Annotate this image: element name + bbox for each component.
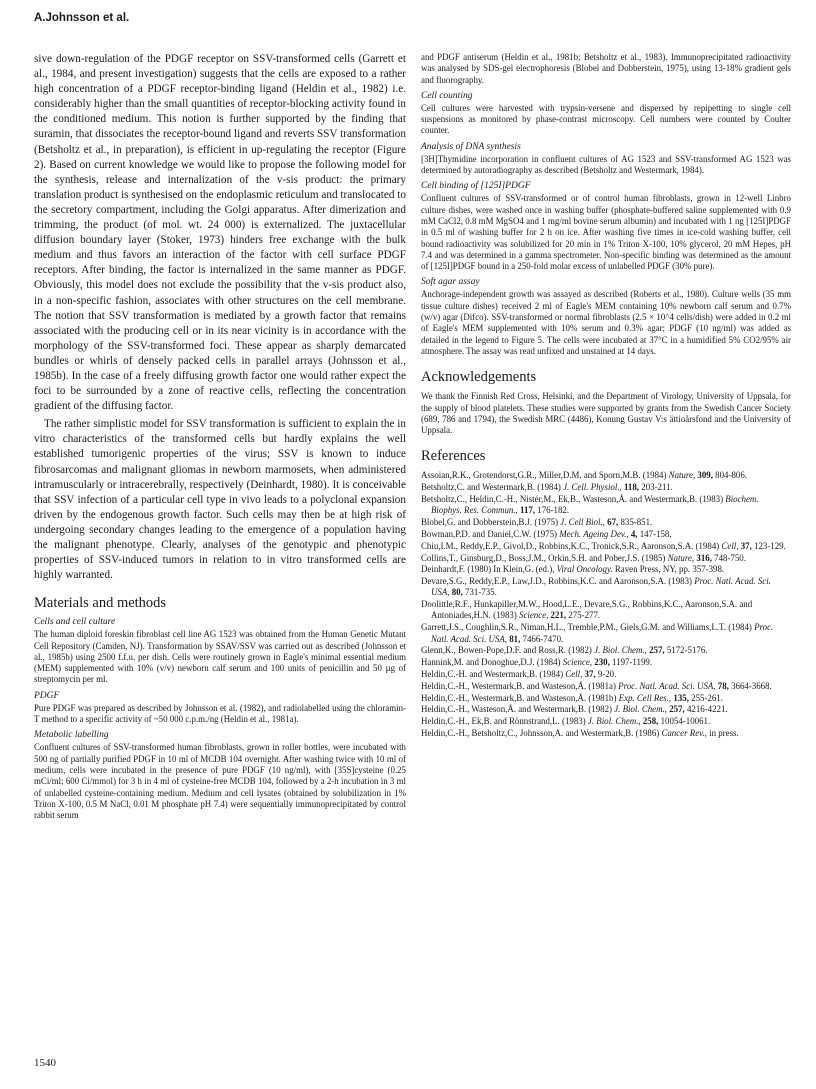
reference-journal: Nature, — [668, 470, 696, 481]
reference-item — [421, 564, 791, 575]
reference-journal: Exp. Cell Res., — [618, 692, 672, 703]
reference-authors: Collins,T., Ginsburg,D., Boss,J.M., Orkin,S.H. and Pober,J.S. (1985) — [421, 552, 666, 563]
reference-authors: Devare,S.G., Reddy,E.P., Law,J.D., Robbins,K.C. and Aaronson,S.A. (1983) — [421, 576, 692, 587]
reference-item — [421, 645, 791, 656]
reference-item — [421, 529, 791, 540]
subsection-text: Cell cultures were harvested with trypsin-versene and dispersed by repipetting to single cell suspensions as monitored by phase-contrast microscopy. Cell numbers were counted by Coulter counter. — [421, 102, 791, 136]
reference-item — [421, 657, 791, 668]
reference-authors: Blobel,G. and Dobberstein,B.J. (1975) — [421, 517, 559, 528]
continuation-text: and PDGF antiserum (Heldin et al., 1981b; Betsholtz et al., 1983). Immunoprecipitated radioactivity was analysed by SDS-gel electrophoresis (Blobel and Dobberstein, 1975), using 13-18% gradient gels and fluorography. — [421, 52, 791, 85]
reference-pages: 5172-5176. — [666, 645, 708, 656]
page-number: 1540 — [34, 1057, 56, 1069]
left-column — [34, 52, 406, 821]
reference-item — [421, 599, 791, 622]
reference-pages: 4216-4221. — [686, 704, 728, 715]
running-head: A.Johnsson et al. — [34, 12, 130, 24]
reference-journal: J. Biol. Chem., — [614, 704, 667, 715]
reference-pages: 10054-10061. — [660, 716, 711, 727]
reference-journal: J. Biol. Chem., — [587, 716, 641, 727]
discussion-paragraph: The rather simplistic model for SSV transformation is sufficient to explain the in vitro characteristics of the transformed cells but hardly explains the well established tumorigenic properties of the virus; SSV is known to induce fibrosarcomas and malignant gliomas in newborn marmosets, when administered intramuscularly or intracerebrally, respectively (Deinhardt, 1980). It is conceivable that SSV infection of a particular cell type in vivo leads to a polyclonal expansion driven by the endogenous growth factor. Such cells may then be at high risk of undergoing secondary changes leading to the emergence of a population having the malignant phenotype. Clearly, analyses of the genotypic and phenotypic properties of SSV-induced tumors in relation to in vitro transformed cells are highly warranted. — [34, 418, 406, 582]
right-column — [421, 52, 791, 740]
subsection-text: Pure PDGF was prepared as described by Johnsson et al. (1982), and radiolabelled using the chloramin-T method to a specific activity of ~50 000 c.p.m./ng (Heldin et al., 1981a). — [34, 702, 406, 725]
reference-journal: Proc. Natl. Acad. Sci. USA, — [618, 680, 716, 691]
reference-volume: 316, — [696, 552, 712, 563]
reference-journal: J. Cell Biol., — [560, 517, 605, 528]
reference-volume: 80, — [451, 587, 463, 598]
reference-authors: Doolittle,R.F., Hunkapiller,M.W., Hood,L.E., Devare,S.G., Robbins,K.C., Aaronson,S.A. and Antoniades,H.N. (1983) — [421, 599, 753, 621]
reference-authors: Assoian,R.K., Grotendorst,G.R., Miller,D.M. and Sporn,M.B. (1984) — [421, 470, 667, 481]
reference-volume: 4, — [630, 528, 638, 539]
discussion-paragraph: sive down-regulation of the PDGF receptor on SSV-transformed cells (Garrett et al., 1984, and present investigation) suggests that the cells are exposed to a rather high concentration of a PDGF receptor-binding ligand (Heldin et al., 1982) i.e. considerably higher than the small quantities of receptor-blocking activity found in the conditioned medium. This notion is further supported by the finding that suramin, that dissociates the receptor-bound ligand and reverts SSV transformation (Betsholtz et al., in preparation), is efficient in up-regulating the receptor (Figure 2). Based on current knowledge we would like to propose the following model for the synthesis, release and internalization of the v-sis product: the primary translation product is synthesised on the endoplasmic reticulum and translocated to the secretory compartment, including the Golgi apparatus. After dimerization and trimming, the product (of mol. wt. 24 000) is externalized. The juxtacellular diffusion boundary layer (Stoker, 1973) hinders free exchange with the bulk medium and thus favors an interaction of the factor with cell surface PDGF receptors. After binding, the factor is internalized in the same manner as PDGF. Obviously, this model does not exclude the possibility that the v-sis product also, in a non-specific fashion, associates with other structures on the cell membrane. The notion that SSV transformation is mediated by a growth factor that remains associated with the producing cell or in its near vicinity is in accordance with the morphology of the SSV-transformed foci. These appear as sharply demarcated bundles or whirls of densely packed cells in parallel arrays (Johnsson et al., 1985b). In the case of a freely diffusing growth factor one would rather expect the foci to be surrounded by a zone of reactive cells, reflecting the concentration gradient of the diffusing factor. — [34, 53, 406, 413]
subsection-text: Confluent cultures of SSV-transformed human fibroblasts, grown in roller bottles, were incubated with 500 ng of partially purified PDGF in 10 ml of MCDB 104 overnight. After washing twice with 10 ml of medium, cells were incubated in the presence of pure PDGF (10 ng/ml), with [35S]cysteine (0.25 mCi/ml; 600 Ci/mmol) for 3 h in 4 ml of cysteine-free MCDB 104, followed by a 2-h incubation in 3 ml of unlabelled cysteine-containing medium. Medium and cell lysates (obtained by solubilization in 1% Triton X-100, 0.5 M NaCl, 0.01 M phosphate pH 7.4) were sequentially immunoprecipitated by control rabbit serum — [34, 742, 406, 821]
reference-item — [421, 681, 791, 692]
reference-volume: 258, — [642, 716, 659, 727]
reference-pages: 255-261. — [691, 692, 723, 703]
reference-authors: Betsholtz,C. and Westermark,B. (1984) — [421, 482, 561, 493]
reference-authors: Betsholtz,C., Heldin,C.-H., Nistér,M., Ek,B., Wasteson,Å. and Westermark,B. (1983) — [421, 494, 724, 505]
subsection-title: Metabolic labelling — [34, 730, 109, 741]
reference-item — [421, 669, 791, 680]
reference-pages: 147-158. — [639, 528, 672, 539]
reference-item — [421, 704, 791, 715]
reference-authors: Deinhardt,F. (1980) In Klein,G. (ed.), — [421, 564, 555, 575]
reference-volume: 67, — [607, 517, 619, 528]
reference-pages: 748-750. — [714, 552, 746, 563]
subsection-title: PDGF — [34, 690, 60, 701]
reference-item — [421, 470, 791, 481]
reference-item — [421, 716, 791, 727]
reference-volume: 118, — [623, 482, 640, 493]
reference-pages: 1197-1199. — [612, 657, 653, 668]
reference-pages: 123-129. — [754, 540, 786, 551]
reference-volume: 135, — [673, 692, 689, 703]
reference-authors: Heldin,C.-H., Westermark,B. and Wasteson,Å. (1981b) — [421, 692, 617, 703]
reference-journal: Nature, — [667, 552, 695, 563]
subsection-title: Analysis of DNA synthesis — [421, 141, 521, 152]
reference-volume: 309, — [697, 470, 713, 481]
methods-heading: Materials and methods — [34, 595, 167, 612]
reference-item — [421, 693, 791, 704]
reference-journal: J. Cell. Physiol., — [563, 482, 622, 493]
reference-journal: Cancer Rev., — [661, 727, 707, 738]
reference-item — [421, 482, 791, 493]
acknowledgements — [421, 391, 791, 436]
reference-journal: Biochem. Biophys. Res. Commun., — [431, 494, 759, 516]
reference-volume: 117, — [520, 505, 536, 516]
methods-continued — [421, 52, 791, 357]
reference-authors: Heldin,C.-H., Wasteson,Å. and Westermark,B. (1982) — [421, 704, 612, 715]
reference-pages: 176-182. — [537, 505, 570, 516]
reference-pages: 835-851. — [620, 517, 653, 528]
reference-pages: 7466-7470. — [522, 633, 564, 644]
reference-volume: 37, — [584, 668, 596, 679]
reference-journal: Science, — [519, 610, 549, 621]
references-heading: References — [421, 448, 486, 465]
reference-authors: Glenn,K., Bowen-Pope,D.F. and Ross,R. (1982) — [421, 645, 592, 656]
reference-journal: Proc. Natl. Acad. Sci. USA, — [431, 622, 774, 644]
reference-pages: Raven Press, NY, pp. 357-398. — [614, 564, 725, 575]
subsection-title: Cell binding of [125I]PDGF — [421, 181, 531, 192]
reference-pages: 275-277. — [568, 610, 601, 621]
reference-volume: 78, — [717, 680, 729, 691]
reference-authors: Garrett,J.S., Coughlin,S.R., Niman,H.L., Tremble,P.M., Giels,G.M. and Williams,L.T. (1984) — [421, 622, 752, 633]
reference-journal: J. Biol. Chem., — [594, 645, 647, 656]
reference-authors: Heldin,C.-H., Westermark,B. and Wasteson,Å. (1981a) — [421, 680, 616, 691]
reference-pages: 804-806. — [715, 470, 747, 481]
reference-journal: Viral Oncology. — [556, 564, 613, 575]
reference-item — [421, 553, 791, 564]
reference-volume: 81, — [509, 633, 521, 644]
reference-journal: Mech. Ageing Dev., — [559, 528, 629, 539]
reference-pages: 9-20. — [597, 668, 617, 679]
reference-journal: Cell, — [721, 540, 739, 551]
reference-authors: Bowman,P.D. and Daniel,C.W. (1975) — [421, 528, 557, 539]
reference-item — [421, 494, 791, 517]
reference-authors: Heldin,C.-H. and Westermark,B. (1984) — [421, 668, 564, 679]
subsection-title: Soft agar assay — [421, 277, 480, 288]
reference-item — [421, 622, 791, 645]
methods-sections — [34, 617, 406, 821]
reference-authors: Hannink,M. and Donoghue,D.J. (1984) — [421, 657, 561, 668]
acknowledgements-heading: Acknowledgements — [421, 369, 537, 386]
reference-volume: 257, — [649, 645, 665, 656]
subsection-title: Cell counting — [421, 90, 473, 101]
reference-pages: in press. — [709, 727, 739, 738]
reference-item — [421, 541, 791, 552]
discussion-text — [34, 52, 406, 583]
reference-pages: 731-735. — [465, 587, 497, 598]
reference-journal: Science, — [562, 657, 593, 668]
reference-volume: 230, — [594, 657, 610, 668]
reference-volume: 221, — [550, 610, 567, 621]
reference-authors: Heldin,C.-H., Betsholtz,C., Johnsson,A. and Westermark,B. (1986) — [421, 727, 660, 738]
reference-authors: Chiu,I.M., Reddy,E.P., Givol,D., Robbins,K.C., Tronick,S.R., Aaronson,S.A. (1984) — [421, 540, 720, 551]
acknowledgements-text: We thank the Finnish Red Cross, Helsinki, and the Department of Virology, University of Uppsala, for the supply of blood platelets. These studies were supported by grants from the Swedish Cancer Society (689, 786 and 1794), the Swedish MRC (4486), Konung Gustav V:s ättioårsfond and the University of Uppsala. — [421, 391, 791, 436]
reference-item — [421, 517, 791, 528]
reference-journal: Proc. Natl. Acad. Sci. USA, — [431, 576, 771, 598]
reference-volume: 37, — [740, 540, 752, 551]
subsection-text: The human diploid foreskin fibroblast cell line AG 1523 was obtained from the Human Genetic Mutant Cell Repository (Camden, NJ). Transformation by SSAV/SSV was carried out as described (Johnsson et al., 1985b) using 2500 f.f.u. per dish. Cells were routinely grown in Eagle's minimal essential medium (MEM) supplemented with 10% (v/v) newborn calf serum and 100 units of penicillin and 50 µg of streptomycin per ml. — [34, 629, 406, 685]
reference-list — [421, 470, 791, 739]
reference-pages: 203-211. — [641, 482, 673, 493]
subsection-text: Confluent cultures of SSV-transformed or of control human fibroblasts, grown in 12-well Linbro culture dishes, were washed once in washing buffer (phosphate-buffered saline supplemented with 0.9 mM CaCl2, 0.8 mM MgSO4 and 1 mg/ml bovine serum albumin) and incubated with 1 ng [125I]PDGF in 0.5 ml of washing buffer for 2 h on ice. After washing five times in ice-cold washing buffer, cell bound radioactivity was solubilized for 20 min in 1% Triton X-100, 10% glycerol, 20 mM Hepes, pH 7.4 and was determined in a gamma spectrometer. Non-specific binding was determined as the amount of [125I]PDGF bound in a 250-fold molar excess of unlabelled PDGF (30% pure). — [421, 193, 791, 272]
reference-volume: 257, — [669, 704, 685, 715]
reference-pages: 3664-3668. — [731, 680, 772, 691]
reference-journal: Cell, — [565, 668, 583, 679]
reference-item — [421, 576, 791, 599]
subsection-text: [3H]Thymidine incorporation in confluent cultures of AG 1523 and SSV-transformed AG 1523 was determined by autoradiography as described (Betsholtz and Westermark, 1984). — [421, 153, 791, 176]
reference-authors: Heldin,C.-H., Ek,B. and Rönnstrand,L. (1983) — [421, 716, 586, 727]
reference-item — [421, 728, 791, 739]
subsection-title: Cells and cell culture — [34, 617, 116, 628]
subsection-text: Anchorage-independent growth was assayed as described (Roberts et al., 1980). Culture wells (35 mm tissue culture dishes) received 2 ml of Eagle's MEM containing 10% newborn calf serum and 0.7% (w/v) agar (Difco). SSV-transformed or normal fibroblasts (2.5 × 10^4 cells/dish) were added in 0.2 ml of Eagle's MEM supplemented with 10% serum and 0.3% agar; PDGF (10 ng/ml) was added as detailed in the legend to Figure 5. The cells were incubated at 37°C in a humidified 5% CO2/95% air atmosphere. The assay was read unfixed and unstained at 14 days. — [421, 289, 791, 356]
